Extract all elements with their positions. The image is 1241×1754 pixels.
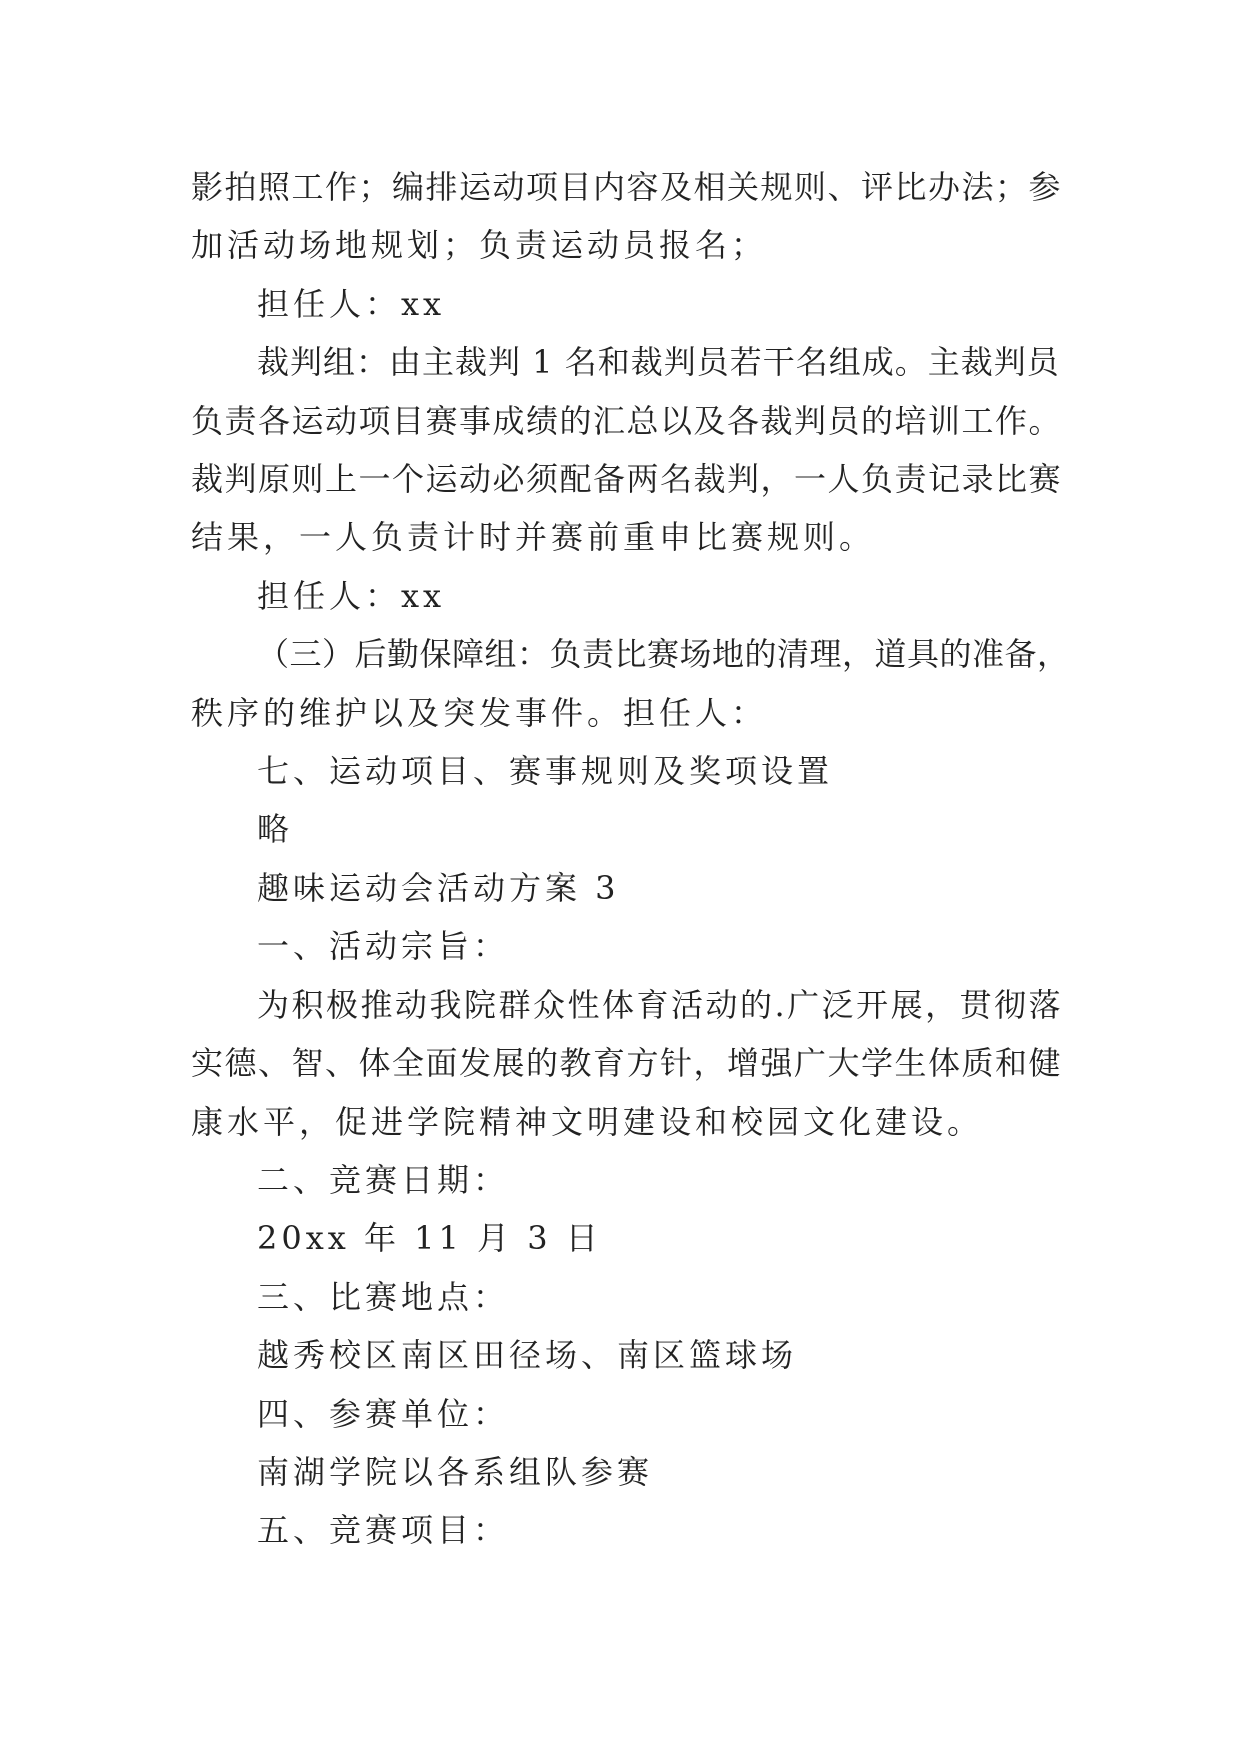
- text-line: 为积极推动我院群众性体育活动的.广泛开展，贯彻落: [257, 985, 1064, 1024]
- text-line: 担任人：xx: [257, 284, 446, 323]
- text-line: 裁判组：由主裁判 1 名和裁判员若干名组成。主裁判员: [257, 343, 1060, 382]
- document-body: [191, 158, 1071, 1560]
- text-line: （三）后勤保障组：负责比赛场地的清理，道具的准备，: [257, 635, 1070, 674]
- document-title: 趣味运动会活动方案 3: [257, 868, 620, 907]
- text-line: 实德、智、体全面发展的教育方针，增强广大学生体质和健: [191, 1044, 1063, 1083]
- text-line: 越秀校区南区田径场、南区篮球场: [257, 1336, 798, 1375]
- section-heading: 五、竞赛项目：: [257, 1511, 510, 1550]
- section-heading: 七、运动项目、赛事规则及奖项设置: [257, 752, 834, 791]
- text-line: 裁判原则上一个运动必须配备两名裁判，一人负责记录比赛: [191, 460, 1063, 499]
- text-line: 南湖学院以各系组队参赛: [257, 1452, 654, 1491]
- text-line: 加活动场地规划；负责运动员报名；: [191, 226, 768, 265]
- text-line: 秩序的维护以及突发事件。担任人：: [191, 693, 768, 732]
- text-line: 20xx 年 11 月 3 日: [257, 1219, 602, 1258]
- section-heading: 一、活动宗旨：: [257, 927, 510, 966]
- section-heading: 四、参赛单位：: [257, 1394, 510, 1433]
- text-line: 略: [257, 810, 294, 849]
- text-line: 担任人：xx: [257, 576, 446, 615]
- section-heading: 三、比赛地点：: [257, 1277, 510, 1316]
- text-line: 康水平，促进学院精神文明建设和校园文化建设。: [191, 1102, 984, 1141]
- text-line: 结果，一人负责计时并赛前重申比赛规则。: [191, 518, 876, 557]
- section-heading: 二、竞赛日期：: [257, 1160, 510, 1199]
- text-line: 影拍照工作；编排运动项目内容及相关规则、评比办法；参: [191, 168, 1063, 206]
- text-line: 负责各运动项目赛事成绩的汇总以及各裁判员的培训工作。: [191, 401, 1063, 440]
